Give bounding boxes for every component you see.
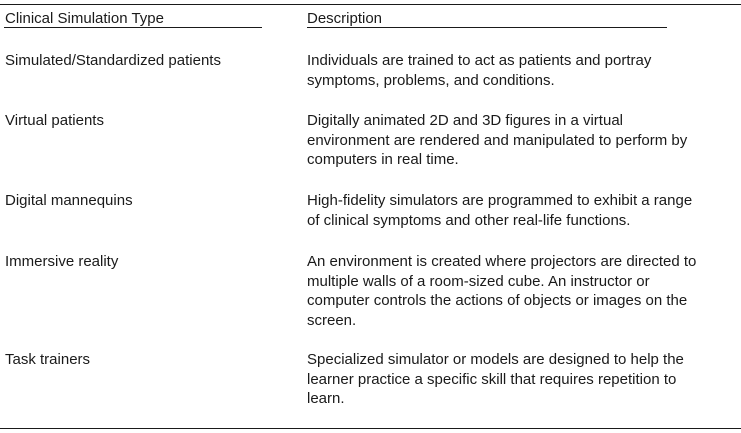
description-line: of clinical symptoms and other real-life functions. [307,211,631,229]
header-underline-description [307,27,667,28]
row-type-label: Simulated/Standardized patients [5,52,221,69]
description-line: learner practice a specific skill that requires repetition to [307,370,677,388]
description-line: An environment is created where projectors are directed to [307,253,697,270]
description-line: computers in real time. [307,151,459,168]
table-bottom-rule [0,428,741,429]
table-top-rule [0,4,741,5]
row-description [307,252,737,330]
description-line: learn. [307,390,345,407]
row-description [307,350,737,409]
description-line: multiple walls of a room-sized cube. An instructor or [307,272,650,290]
description-line: symptoms, problems, and conditions. [307,71,555,89]
column-header-description: Description [307,10,383,27]
row-type-label: Task trainers [5,351,91,368]
description-line: screen. [307,311,357,329]
description-line: environment are rendered and manipulated to perform by [307,131,688,149]
description-line: Digitally animated 2D and 3D figures in a virtual [307,112,623,129]
row-description [307,51,737,90]
row-type-label: Digital mannequins [5,192,133,209]
row-type-label: Virtual patients [5,112,104,129]
header-underline-type [4,27,262,28]
row-description [307,191,737,230]
description-line: computer controls the actions of objects or images on the [307,292,688,309]
row-description [307,111,737,170]
row-type-label: Immersive reality [5,253,119,270]
column-header-type: Clinical Simulation Type [5,10,164,27]
description-line: Individuals are trained to act as patients and portray [307,52,652,69]
description-line: High-fidelity simulators are programmed to exhibit a range [307,192,693,209]
description-line: Specialized simulator or models are designed to help the [307,351,684,368]
